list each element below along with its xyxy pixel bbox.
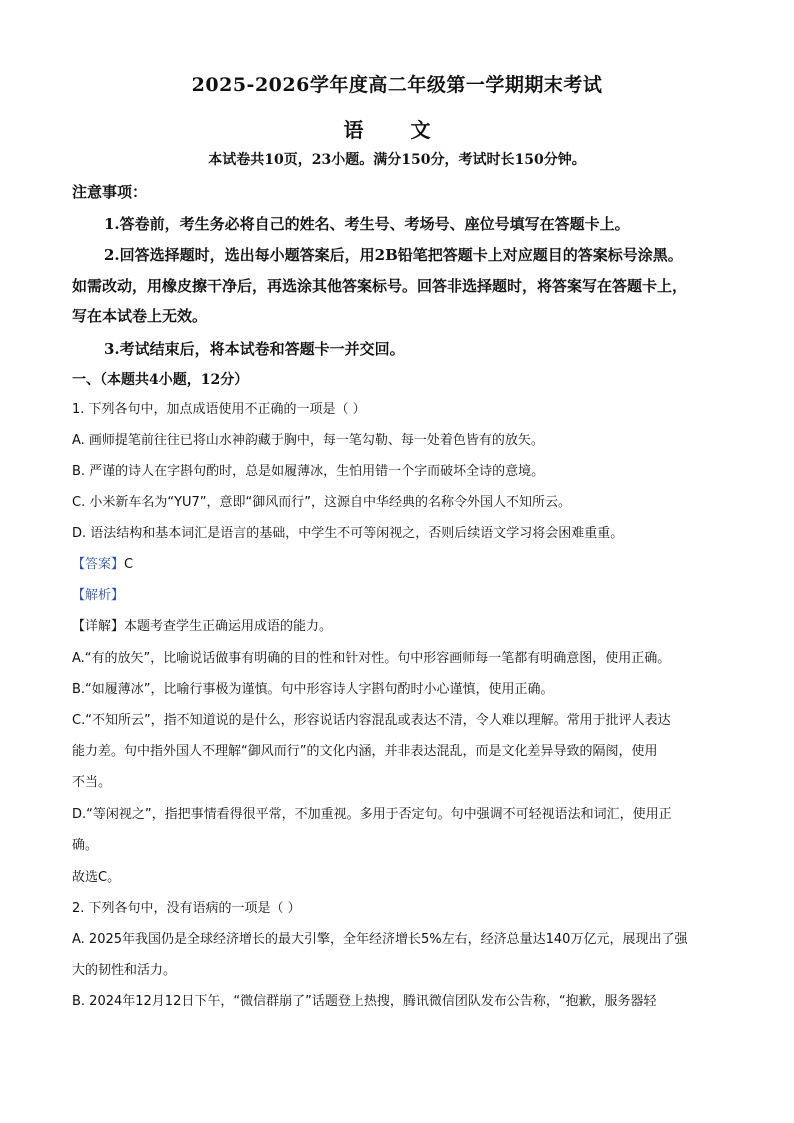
analysis-line <box>72 586 732 606</box>
question-1-option-d: D. 语法结构和基本词汇是语言的基础，中学生不可等闲视之，否则后续语文学习将会困难重重。 <box>72 526 624 541</box>
notes-heading: 注意事项： <box>72 183 148 201</box>
question-1-option-a: A. 画师提笔前往往已将山水神韵藏于胸中，每一笔勾勒、每一处着色皆有的放矢。 <box>72 433 544 448</box>
explanation-a: A.“有的放矢”，比喻说话做事有明确的目的性和针对性。句中形容画师每一笔都有明确意图，使用正确。 <box>72 651 671 666</box>
answer-value: C <box>124 557 134 572</box>
explanation-b: B.“如履薄冰”，比喻行事极为谨慎。句中形容诗人字斟句酌时小心谨慎，使用正确。 <box>72 682 554 697</box>
detail-line <box>72 617 732 637</box>
question-2-option-a-line-2: 大的韧性和活力。 <box>72 963 177 978</box>
explanation-d-line-2: 确。 <box>72 838 99 853</box>
note-item-2-line-2: 如需改动，用橡皮擦干净后，再选涂其他答案标号。回答非选择题时，将答案写在答题卡上， <box>72 277 688 295</box>
question-1-option-c: C. 小米新车名为“YU7”，意即“御风而行”，这源自中华经典的名称令外国人不知所云。 <box>72 495 572 510</box>
question-2-stem: 2. 下列各句中，没有语病的一项是（ ） <box>72 901 301 916</box>
conclusion: 故选C。 <box>72 870 121 885</box>
explanation-c-line-1: C.“不知所云”，指不知道说的是什么，形容说话内容混乱或表达不清，令人难以理解。常用于批评人表达 <box>72 713 671 728</box>
note-item-2-line-3: 写在本试卷上无效。 <box>72 307 208 325</box>
section-heading: 一、（本题共4小题，12分） <box>72 372 249 388</box>
exam-title: 2025-2026学年度高二年级第一学期期末考试 <box>191 74 603 96</box>
answer-line <box>72 555 732 575</box>
subject-title: 语 文 <box>343 118 451 142</box>
detail-tag: 【详解】 <box>72 619 125 634</box>
answer-tag: 【答案】 <box>72 557 125 572</box>
note-item-2: 2.回答选择题时，选出每小题答案后，用2B铅笔把答题卡上对应题目的答案标号涂黑。 <box>104 246 683 264</box>
explanation-c-line-3: 不当。 <box>72 775 112 790</box>
question-1-option-b: B. 严谨的诗人在字斟句酌时，总是如履薄冰，生怕用错一个字而破坏全诗的意境。 <box>72 464 545 479</box>
question-2-option-b-line-1: B. 2024年12月12日下午，“微信群崩了”话题登上热搜，腾讯微信团队发布公告称，“抱歉，服务器轻 <box>72 994 657 1009</box>
explanation-d-line-1: D.“等闲视之”，指把事情看得很平常，不加重视。多用于否定句。句中强调不可轻视语法和词汇，使用正 <box>72 807 672 822</box>
exam-info: 本试卷共10页，23小题。满分150分，考试时长150分钟。 <box>208 152 586 168</box>
explanation-c-line-2: 能力差。句中指外国人不理解“御风而行”的文化内涵，并非表达混乱，而是文化差异导致的隔阂，使用 <box>72 744 658 759</box>
note-item-3: 3.考试结束后，将本试卷和答题卡一并交回。 <box>104 340 405 358</box>
question-1-stem: 1. 下列各句中，加点成语使用不正确的一项是（ ） <box>72 402 366 417</box>
note-item-1: 1.答卷前，考生务必将自己的姓名、考生号、考场号、座位号填写在答题卡上。 <box>104 215 630 233</box>
question-2-option-a-line-1: A. 2025年我国仍是全球经济增长的最大引擎，全年经济增长5%左右，经济总量达140万亿元，展现出了强 <box>72 932 688 947</box>
detail-text: 本题考查学生正确运用成语的能力。 <box>124 619 333 634</box>
analysis-tag: 【解析】 <box>72 588 125 603</box>
